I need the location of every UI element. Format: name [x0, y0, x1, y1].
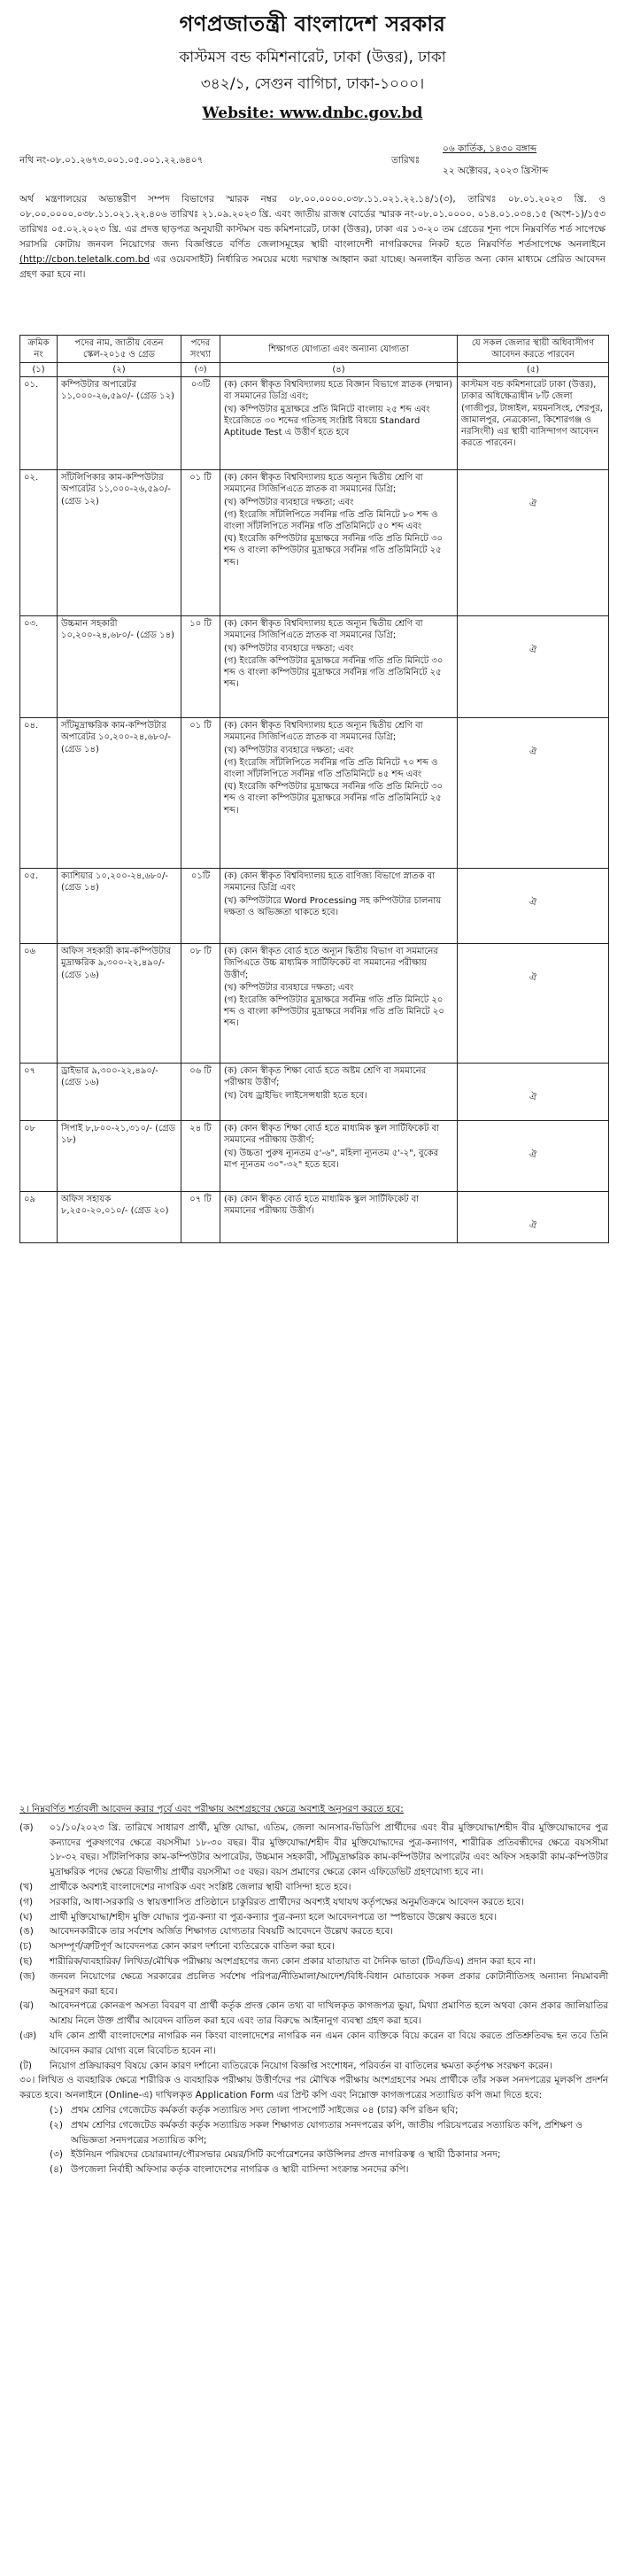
- qualification-item: (খ) কম্পিউটার মুদ্রাক্ষরে প্রতি মিনিটে বাংলায় ২৫ শব্দ এবং ইংরেজিতে ৩০ শব্দের গতিসহ সংশ্লিষ্ট বিষয়ে Standard Aptitude Test এ উত্তীর্ণ হতে হবে: [224, 404, 430, 437]
- conditions-section: [19, 1802, 608, 2178]
- count-cell: ২৪ টি: [181, 1121, 220, 1192]
- col-number: (২): [58, 363, 181, 377]
- count-cell: ০৮ টি: [181, 944, 220, 1064]
- office-name: কাস্টমস বন্ড কমিশনারেট, ঢাকা (উত্তর), ঢাকা: [179, 48, 446, 66]
- qualification-item: (ঘ) ইংরেজি কম্পিউটার মুদ্রাক্ষরে সর্বনিম্ন গতি প্রতি মিনিটে ৩০ শব্দ ও বাংলা কম্পিউটার মুদ্রাক্ষরে সর্বনিম্ন গতি প্রতিমিনিটে ২৫ শব্দ।: [224, 534, 444, 568]
- condition-text: যদি কোন প্রার্থী বাংলাদেশের নাগরিক নন কিংবা বাংলাদেশের নাগরিক নন এমন কোন ব্যক্তিকে বিয়ে করেন বা বিয়ে করতে প্রতিশ্রুতিবদ্ধ হন তবে তিনি আবেদন করার যোগ্য বলে বিবেচিত হবেন না।: [50, 2030, 608, 2056]
- col-header-qualification: শিক্ষাগত যোগ্যতা এবং অন্যান্য যোগ্যতা: [220, 336, 458, 363]
- serial-cell: ০৯: [20, 1192, 58, 1243]
- district-text: ঐ: [529, 973, 537, 984]
- document-number: (১): [50, 2104, 64, 2116]
- qualification-item: (ক) কোন স্বীকৃত শিক্ষা বোর্ড হতে অষ্টম শ্রেণি বা সমমানের পরীক্ষায় উত্তীর্ণ;: [224, 1066, 427, 1088]
- qualification-item: (ক) কোন স্বীকৃত বিশ্ববিদ্যালয় হতে অন্যূন দ্বিতীয় শ্রেণি বা সমমানের সিজিপিএতে স্নাতক বা সমমানের ডিগ্রি;: [224, 473, 423, 495]
- post-cell: অফিস সহকারী কাম-কম্পিউটার মুদ্রাক্ষরিক ৯,৩০০-২২,৪৯০/- (গ্রেড ১৬): [58, 944, 181, 1064]
- condition-text: ০১/১০/২০২৩ খ্রি. তারিখে সাধারণ প্রার্থী, মুক্তি যোদ্ধা, এতিম, জেলা আনসার-ভিডিপি প্রার্থীদের এবং বীর মুক্তিযোদ্ধা/শহীদ বীর মুক্তিযোদ্ধাদের পুত্র কন্যাদের পুরুষগণের ক্ষেত্রে বয়সসীমা ১৮-৩০ বছর। বীর মুক্তিযোদ্ধা/শহীদ বীর মুক্তিযোদ্ধাদের পুত্র-কন্যাগণ, শারীরিক প্রতিবন্ধীদের ক্ষেত্রে বয়সসীমা ১৮-৩২ বছর। সাঁটলিপিকার কাম-কম্পিউটার অপারেটর, উচ্চমান সহকারী, সাঁটমুদ্রাক্ষরিক কাম-কম্পিউটার অপারেটর এবং অফিস সহকারী কাম-কম্পিউটার মুদ্রাক্ষরিক পদের ক্ষেত্রে বিভাগীয় প্রার্থীর বয়সসীমা ৩৫ বছর। বয়স প্রমাণের ক্ষেত্রে কোন এফিডেভিট গ্রহণযোগ্য হবে না।: [50, 1822, 608, 1878]
- conditions-heading: ২। নিম্নবর্ণিত শর্তাবলী আবেদন করার পূর্বে এবং পরীক্ষায় অংশগ্রহণের ক্ষেত্রে অবশ্যই অনুসরণ করতে হবে:: [19, 1804, 404, 1814]
- condition-item: [19, 2059, 608, 2074]
- table-row: [20, 869, 609, 944]
- document-text: প্রথম শ্রেণির গেজেটেড কর্মকর্তা কর্তৃক সত্যায়িত সদ্য তোলা পাসপোর্ট সাইজের ০৪ (চার) কপি রঙিন ছবি;: [71, 2104, 459, 2116]
- table-row: [20, 1192, 609, 1243]
- serial-cell: ০৫.: [20, 869, 58, 944]
- date-label: তারিখঃ: [391, 154, 421, 166]
- condition-number: (ট): [19, 2060, 32, 2071]
- qualification-cell: [220, 869, 458, 944]
- office-address: ৩৪২/১, সেগুন বাগিচা, ঢাকা-১০০০।: [200, 75, 425, 94]
- condition-item: [19, 1999, 608, 2029]
- condition-number: (জ): [19, 1970, 35, 1982]
- qualification-item: (ক) কোন স্বীকৃত বোর্ড হতে মাধ্যমিক স্কুল সার্টিফিকেট বা সমমানের পরীক্ষায় উত্তীর্ণ।: [224, 1195, 420, 1217]
- post-cell: কম্পিউটার অপারেটর ১১,০০০-২৬,৫৯০/- (গ্রেড ১২): [58, 377, 181, 470]
- condition-number: (ঝ): [19, 2000, 35, 2012]
- district-text: কাস্টমস বন্ড কমিশনারেট ঢাকা (উত্তর), ঢাকার অধিক্ষেত্রাধীন ৮টি জেলা (গাজীপুর, টাঙ্গাইল, ময়মনসিংহ, শেরপুর, জামালপুর, নেত্রকোনা, কিশোরগঞ্জ ও নরসিংদী) এর স্থায়ী বাসিন্দাগণ আবেদন করতে পারবেন।: [461, 380, 603, 449]
- government-title: গণপ্রজাতন্ত্রী বাংলাদেশ সরকার: [179, 12, 446, 36]
- condition-item: [19, 1939, 608, 1954]
- district-cell: [458, 470, 609, 616]
- district-text: ঐ: [529, 499, 537, 510]
- post-cell: সাঁটমুদ্রাক্ষরিক কাম-কম্পিউটার অপারেটর ১০,২০০-২৪,৬৮০/- (গ্রেড ১৪): [58, 718, 181, 869]
- condition-number: (ঘ): [19, 1911, 33, 1922]
- condition-number: (খ): [19, 1881, 34, 1892]
- qualification-item: (গ) ইংরেজি কম্পিউটার মুদ্রাক্ষরে সর্বনিম্ন গতি প্রতি মিনিটে ২০ শব্দ ও বাংলা কম্পিউটার মুদ্রাক্ষরে সর্বনিম্ন গতি প্রতি মিনিটে ২০ শব্দ।: [224, 994, 444, 1029]
- qualification-item: (খ) কম্পিউটার ব্যবহারে দক্ষতা; এবং: [224, 643, 354, 654]
- qualification-item: (ক) কোন স্বীকৃত বিশ্ববিদ্যালয় হতে বাণিজ্য বিভাগে স্নাতক বা সমমানের ডিগ্রি এবং: [224, 871, 436, 893]
- condition-item: [19, 1969, 608, 2000]
- table-row: [20, 616, 609, 718]
- document-number: (৩): [50, 2149, 64, 2161]
- condition-number: (ক): [19, 1822, 34, 1833]
- condition-text: নিয়োগ প্রক্রিয়াকরণ বিষয়ে কোন কারণ দর্শানো ব্যতিরেকে নিয়োগ বিজ্ঞপ্তি সংশোধন, পরিবর্তন বা বাতিলের ক্ষমতা কর্তৃপক্ষ সংরক্ষণ করেন।: [50, 2060, 552, 2071]
- count-cell: ০৩টি: [181, 377, 220, 470]
- col-header-count: পদের সংখ্যা: [181, 336, 220, 363]
- serial-cell: ০৪.: [20, 718, 58, 869]
- condition-item: [19, 1924, 608, 1939]
- table-row: [20, 377, 609, 470]
- document-number: (২): [50, 2119, 64, 2131]
- qualification-cell: [220, 616, 458, 718]
- condition-text: জনবল নিয়োগের ক্ষেত্রে সরকারের প্রচলিত সর্বশেষ পরিপত্র/নীতিমালা/আদেশ/বিধি-বিধান মোতাবেক সকল প্রকার কোটানীতিসহ অন্যান্য নিয়মাবলী অনুসরণ করা হবে।: [50, 1970, 608, 1997]
- qualification-item: (গ) ইংরেজি সাঁটলিপিতে সর্বনিম্ন গতি প্রতি মিনিটে ৭০ শব্দ ও বাংলা সাঁটলিপিতে সর্বনিম্ন গতি প্রতিমিনিটে ৪৫ শব্দ এবং: [224, 757, 438, 779]
- qualification-item: (গ) ইংরেজি কম্পিউটার মুদ্রাক্ষরে সর্বনিম্ন গতি প্রতি মিনিটে ৩০ শব্দ ও বাংলা কম্পিউটার মুদ্রাক্ষরে সর্বনিম্ন গতি প্রতিমিনিটে ২৫ শব্দ।: [224, 655, 444, 690]
- qualification-item: (ক) কোন স্বীকৃত বিশ্ববিদ্যালয় হতে বিজ্ঞান বিভাগে স্নাতক (সম্মান) বা সমমানের ডিগ্রি এবং;: [224, 380, 452, 402]
- letterhead: [0, 0, 625, 123]
- document-text: প্রথম শ্রেণির গেজেটেড কর্মকর্তা কর্তৃক সত্যায়িত সকল শিক্ষাগত যোগ্যতার সনদপত্রের কপি, জাতীয় পরিচয়পত্রের সত্যায়িত কপি, প্রশিক্ষণ ও অভিজ্ঞতা সনদপত্রের সত্যায়িত কপি;: [71, 2119, 583, 2146]
- memo-number: নথি নং-০৮.০১.২৬৭৩.০০১.০৫.০০১.২২.৬৪০৭: [19, 154, 204, 166]
- col-header-district: যে সকল জেলার স্থায়ী অধিবাসীগণ আবেদন করতে পারবেন: [458, 336, 609, 363]
- serial-cell: ০৭: [20, 1064, 58, 1121]
- count-cell: ০৭ টি: [181, 1192, 220, 1243]
- qualification-item: (খ) কম্পিউটার ব্যবহারে দক্ষতা; এবং: [224, 745, 354, 755]
- document-item: [19, 2147, 608, 2162]
- post-cell: ক্যাশিয়ার ১০,২০০-২৪,৬৮০/- (গ্রেড ১৪): [58, 869, 181, 944]
- qualification-cell: [220, 944, 458, 1064]
- district-cell: [458, 869, 609, 944]
- qualification-item: (খ) কম্পিউটার ব্যবহারে দক্ষতা; এবং: [224, 497, 354, 507]
- district-text: ঐ: [529, 898, 537, 909]
- col-header-serial: ক্রমিক নং: [20, 336, 58, 363]
- qualification-item: (ক) কোন স্বীকৃত বোর্ড হতে অন্যূন দ্বিতীয় বিভাগ বা সমমানের জিপিএতে উচ্চ মাধ্যমিক সার্টিফিকেট বা সমমানের পরীক্ষায় উত্তীর্ণ;: [224, 947, 438, 980]
- count-cell: ০১ টি: [181, 470, 220, 616]
- intro-paragraph: [19, 192, 606, 282]
- col-number: (১): [20, 363, 58, 377]
- document-requirements: [19, 2073, 608, 2103]
- circular-page: [0, 0, 625, 282]
- condition-number: (ছ): [19, 1955, 33, 1967]
- qualification-item: (ক) কোন স্বীকৃত বিশ্ববিদ্যালয় হতে অন্যূন দ্বিতীয় শ্রেণি বা সমমানের সিজিপিএতে স্নাতক বা সমমানের ডিগ্রি;: [224, 619, 423, 641]
- serial-cell: ০২.: [20, 470, 58, 616]
- reference-line: [0, 130, 625, 192]
- teletalk-link[interactable]: (http://cbon.teletalk.com.bd: [19, 253, 150, 265]
- condition-text: শারীরিক/ব্যবহারিক/ লিখিত/মৌখিক পরীক্ষায় অংশগ্রহণের জন্য কোন প্রকার যাতায়াত বা দৈনিক ভাতা (টিএ/ডিএ) প্রদান করা হবে না।: [50, 1955, 536, 1967]
- district-text: ঐ: [529, 1221, 537, 1232]
- condition-item: [19, 1821, 608, 1880]
- document-text: ইউনিয়ন পরিষদের চেয়ারম্যান/পৌরসভার মেয়র/সিটি কর্পোরেশনের কাউন্সিলর প্রদত্ত নাগরিকত্ব ও স্থায়ী ঠিকানার সনদ;: [71, 2149, 501, 2161]
- condition-text: অসম্পূর্ণ/ত্রুটিপূর্ণ আবেদনপত্র কোন কারণ দর্শানো ব্যতিরেকে বাতিল করা হবে।: [50, 1941, 335, 1953]
- district-cell: [458, 377, 609, 470]
- district-text: ঐ: [529, 747, 537, 758]
- date-english: ২২ অক্টোবর, ২০২৩ খ্রিস্টাব্দ: [443, 165, 549, 176]
- document-text: উপজেলা নির্বাহী অফিসার কর্তৃক বাংলাদেশের নাগরিক ও স্থায়ী বাসিন্দা সংক্রান্ত সনদের কপি।: [71, 2164, 409, 2176]
- serial-cell: ০৮: [20, 1121, 58, 1192]
- rule-text: ৩০। লিখিত ও ব্যবহারিক ক্ষেত্রে শারীরিক ও ব্যবহারিক পরীক্ষায় উত্তীর্ণদের পর মৌখিক পরীক্ষায় অংশগ্রহণের সময় প্রার্থীকে তাঁর সকল সনদপত্রের মূলকপি প্রদর্শন করতে হবে। অনলাইনে (Online-এ) দাখিলকৃত Application Form এর প্রিন্ট কপি এবং নিম্নোক্ত কাগজপত্রের সত্যায়িত কপি জমা দিতে হবে:: [19, 2075, 608, 2101]
- condition-number: (চ): [19, 1941, 32, 1953]
- document-number: (৪): [50, 2164, 64, 2176]
- qualification-cell: [220, 470, 458, 616]
- condition-text: প্রার্থী মুক্তিযোদ্ধা/শহীদ মুক্তি যোদ্ধার পুত্র-কন্যা বা পুত্র-কন্যার পুত্র-কন্যা হলে আবেদনপত্রে তা স্পষ্টভাবে উল্লেখ করতে হবে।: [50, 1911, 498, 1922]
- district-cell: [458, 944, 609, 1064]
- qualification-cell: [220, 377, 458, 470]
- post-cell: সিপাই ৮,৮০০-২১,৩১০/- (গ্রেড ১৮): [58, 1121, 181, 1192]
- post-cell: উচ্চমান সহকারী ১০,২০০-২৪,৬৮০/- (গ্রেড ১৪): [58, 616, 181, 718]
- table-row: [20, 1121, 609, 1192]
- post-cell: অফিস সহায়ক ৮,২৫০-২০,০১০/- (গ্রেড ২০): [58, 1192, 181, 1243]
- condition-item: [19, 2029, 608, 2059]
- serial-cell: ০৬: [20, 944, 58, 1064]
- district-cell: [458, 718, 609, 869]
- condition-item: [19, 1880, 608, 1895]
- count-cell: ১০ টি: [181, 616, 220, 718]
- document-item: [19, 2162, 608, 2178]
- qualification-cell: [220, 1192, 458, 1243]
- table-row: [20, 718, 609, 869]
- col-number: (৪): [220, 363, 458, 377]
- intro-text: অর্থ মন্ত্রণালয়ের অভ্যন্তরীণ সম্পদ বিভাগের স্মারক নম্বর ০৮.০০.০০০০.০৩৮.১১.০২১.২২.১৪/১(৩), তারিখঃ ০৮.০১.২০২৩ খ্রি. ও ০৮.০০.০০০০.০৩৮.১১.০২১.২২.৪০৬ তারিখঃ ২১.০৯.২০২৩ খ্রি. এবং জাতীয় রাজস্ব বোর্ডের স্মারক নং-০৮.০১.০০০০. ০১৪.০১.০৩৪.১৫ (অংশ-১)/১৫৩ তারিখঃ ০৫.০২.২০২৩ খ্রি. এর প্রদত্ত ছাড়পত্র অনুযায়ী কাস্টমস বন্ড কমিশনারেট, ঢাকা (উত্তর), ঢাকা এর ১৩-২০ তম গ্রেডের শূন্য পদে নিম্নবর্ণিত শর্ত সাপেক্ষে সরাসরি কোটায় জনবল নিয়োগের জন্য বিজ্ঞপ্তিতে বর্ণিত জেলাসমূহের স্থায়ী বাংলাদেশী নাগরিকদের নিকট হতে নিম্নবর্ণিত শর্তসাপেক্ষে অনলাইনে: [19, 193, 606, 250]
- qualification-item: (খ) বৈধ ড্রাইভিং লাইসেন্সধারী হতে হবে।: [224, 1090, 367, 1101]
- serial-cell: ০১.: [20, 377, 58, 470]
- document-item: [19, 2103, 608, 2118]
- district-text: ঐ: [529, 646, 537, 656]
- col-number: (৩): [181, 363, 220, 377]
- qualification-cell: [220, 1064, 458, 1121]
- condition-text: আবেদনপত্রে কোনরূপ অসত্য বিবরণ বা প্রার্থী কর্তৃক প্রদত্ত কোন তথ্য বা দাখিলকৃত কাগজপত্র ভুয়া, মিথ্যা প্রমাণিত হলে অথবা কোন প্রকার জালিয়াতির আশ্রয় নিলে উক্ত প্রার্থীর আবেদন বাতিল করা হবে এবং তার বিরুদ্ধে আইনানুগ ব্যবস্থা গ্রহণ করা হবে।: [50, 2000, 608, 2027]
- qualification-cell: [220, 1121, 458, 1192]
- date-bangla: ০৬ কার্তিক, ১৪৩০ বঙ্গাব্দ: [443, 143, 537, 154]
- post-cell: সাঁটলিপিকার কাম-কম্পিউটার অপারেটর ১১,০০০-২৬,৫৯০/- (গ্রেড ১২): [58, 470, 181, 616]
- condition-item: [19, 1954, 608, 1969]
- post-cell: ড্রাইভার ৯,৩০০-২২,৪৯০/- (গ্রেড ১৬): [58, 1064, 181, 1121]
- district-cell: [458, 1064, 609, 1121]
- district-text: ঐ: [529, 1150, 537, 1161]
- serial-cell: ০৩.: [20, 616, 58, 718]
- condition-item: [19, 1910, 608, 1925]
- condition-number: (গ): [19, 1896, 34, 1907]
- table-row: [20, 470, 609, 616]
- qualification-item: (খ) কম্পিউটারে Word Processing সহ কম্পিউটার চালনায় দক্ষতা ও অভিজ্ঞতা থাকতে হবে।: [224, 895, 442, 917]
- qualification-item: (খ) কম্পিউটার ব্যবহারে দক্ষতা; এবং: [224, 982, 354, 993]
- count-cell: ০১টি: [181, 869, 220, 944]
- qualification-cell: [220, 718, 458, 869]
- district-cell: [458, 1192, 609, 1243]
- intro-text-2: এর ওয়েবসাইট) নির্ধারিত সময়ের মধ্যে দরখাস্ত আহ্বান করা যাচ্ছে। অনলাইন ব্যতিত অন্য কোন মাধ্যমে প্রেরিত আবেদন গ্রহণ করা হবে না।: [19, 253, 606, 280]
- qualification-item: (ক) কোন স্বীকৃত শিক্ষা বোর্ড হতে মাধ্যমিক স্কুল সার্টিফিকেট বা সমমানের পরীক্ষায় উত্তীর্ণ;: [224, 1124, 440, 1146]
- qualification-item: (ক) কোন স্বীকৃত বিশ্ববিদ্যালয় হতে অন্যূন দ্বিতীয় শ্রেণি বা সমমানের সিজিপিএতে স্নাতক বা সমমানের ডিগ্রি;: [224, 721, 423, 743]
- website-link[interactable]: Website: www.dnbc.gov.bd: [202, 104, 423, 122]
- qualification-item: (গ) ইংরেজি সাঁটলিপিতে সর্বনিম্ন গতি প্রতি মিনিটে ৮০ শব্দ ও বাংলা সাঁটলিপিতে সর্বনিম্ন গতি প্রতিমিনিটে ৫০ শব্দ এবং: [224, 509, 438, 531]
- condition-text: সরকারি, আধা-সরকারি ও স্বায়ত্তশাসিত প্রতিষ্ঠানে চাকুরিরত প্রার্থীদের অবশ্যই যথাযথ কর্তৃপক্ষের অনুমতিক্রমে আবেদন করতে হবে।: [50, 1896, 524, 1907]
- table-row: [20, 1064, 609, 1121]
- condition-number: (ঙ): [19, 1926, 34, 1938]
- condition-item: [19, 1895, 608, 1910]
- count-cell: ০১ টি: [181, 718, 220, 869]
- count-cell: ০৬ টি: [181, 1064, 220, 1121]
- col-header-post: পদের নাম, জাতীয় বেতন স্কেল-২০১৫ ও গ্রেড: [58, 336, 181, 363]
- condition-text: প্রার্থীকে অবশ্যই বাংলাদেশের নাগরিক এবং সংশ্লিষ্ট জেলার স্থায়ী বাসিন্দা হতে হবে।: [50, 1881, 351, 1892]
- qualification-item: (খ) উচ্চতা পুরুষ ন্যূনতম ৫'-৬", মহিলা ন্যূনতম ৫'-২", বুকের মাপ ন্যূনতম ৩০"-৩২" হতে হবে।: [224, 1148, 439, 1170]
- district-text: ঐ: [529, 1093, 537, 1103]
- document-item: [19, 2118, 608, 2148]
- condition-text: আবেদনকারীকে তার সর্বশেষ অর্জিত শিক্ষাগত যোগ্যতার বিষয়টি আবেদনে উল্লেখ করতে হবে।: [50, 1926, 393, 1938]
- vacancy-table: [19, 335, 609, 1243]
- table-row: [20, 944, 609, 1064]
- district-cell: [458, 616, 609, 718]
- district-cell: [458, 1121, 609, 1192]
- col-number: (৫): [458, 363, 609, 377]
- condition-number: (ঞ): [19, 2030, 37, 2041]
- qualification-item: (ঘ) ইংরেজি কম্পিউটার মুদ্রাক্ষরে সর্বনিম্ন গতি প্রতি মিনিটে ৩০ শব্দ ও বাংলা কম্পিউটার মুদ্রাক্ষরে সর্বনিম্ন গতি প্রতিমিনিটে ২৫ শব্দ।: [224, 782, 444, 816]
